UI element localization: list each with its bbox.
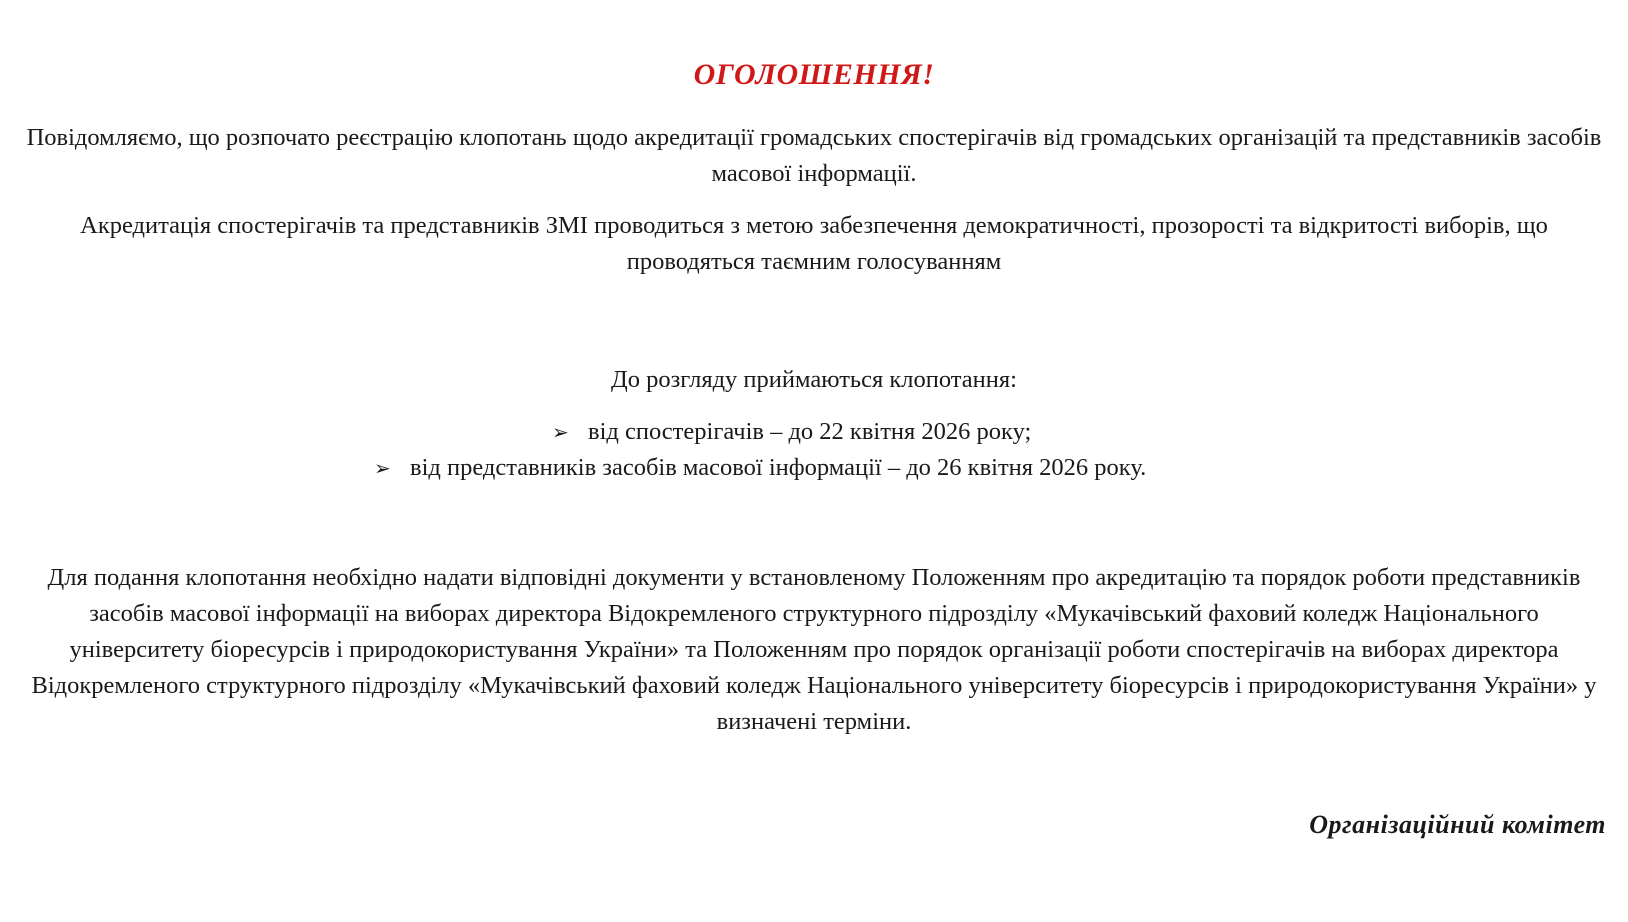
arrow-bullet-icon: ➢ — [374, 458, 391, 480]
list-item — [374, 450, 1146, 487]
deadlines-intro: До розгляду приймаються клопотання: — [611, 366, 1017, 393]
deadline-media: від представників засобів масової інформації – до 26 квітня 2026 року. — [410, 454, 1147, 481]
arrow-bullet-icon: ➢ — [552, 422, 569, 444]
signature: Організаційний комітет — [1309, 810, 1606, 839]
deadline-observers: від спостерігачів – до 22 квітня 2026 року; — [588, 418, 1032, 445]
registration-paragraph: Повідомляємо, що розпочато реєстрацію клопотань щодо акредитації громадських спостерігачів від громадських організацій та представників засобів масової інформації. — [26, 124, 1602, 187]
announcement-title: ОГОЛОШЕННЯ! — [693, 58, 935, 91]
list-item — [552, 414, 1031, 451]
accreditation-purpose-paragraph: Акредитація спостерігачів та представників ЗМІ проводиться з метою забезпечення демократичності, прозорості та відкритості виборів, що проводяться таємним голосуванням — [80, 212, 1548, 275]
documents-paragraph: Для подання клопотання необхідно надати відповідні документи у встановленому Положенням про акредитацію та порядок роботи представників засобів масової інформації на виборах директора Відокремленого структурного підрозділу «Мукачівський фаховий коледж Національного університету біоресурсів і природокористування України» та Положенням про порядок організації роботи спостерігачів на виборах директора Відокремленого структурного підрозділу «Мукачівський фаховий коледж Національного університету біоресурсів і природокористування України» у визначені терміни. — [31, 564, 1597, 735]
